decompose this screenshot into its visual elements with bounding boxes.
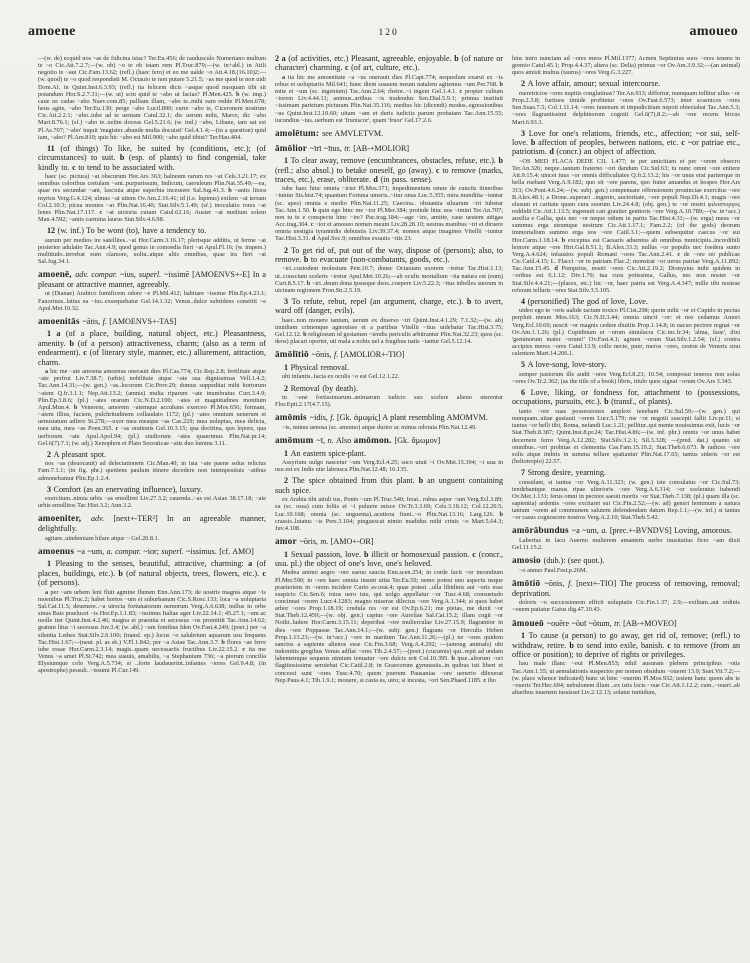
definition-paragraph: 2 The spice obtained from this plant. b an unguent containing such spice. xyxy=(275,476,503,495)
entry-headword-paragraph: āmoueō ~ouēre ~ōuī ~ōtum, tr. [AB-+MOVEO] xyxy=(512,617,677,628)
citation-paragraph: meretricios ~ores nuptiis conglutinas? Ter.An.913; differtur, numquam tollitur ullus ~or Prop.2.3.8; furtiuos timide profitetur ~ores Ov.Fast.6.573; inter scaenicos ~ores Sen.Suas.7.5; Col.1.11.14; ~ores iuuenum et impudicitiam nepoti obiectabat Tac.Ann.5.3; ~ores flagrantissimi delphinorum cogniti Gel.6(7).8.2;—ab ~ore recens hircus Mart.6.93.3. xyxy=(512,89,740,126)
citation-paragraph: Medea animo aegro ~ore saeuo saucia Enn.scen.254; in corde facit ~or incendium Pl.Mer.590; in ~ore haec omnia insunt uitia Ter.Eu.59; nemo potest uno aspectu neque praeteriens in ~orem incidere Curio av.orat.4; quae potest ..ulla libidinis aut ~oris esse suspicio Cic.Sen.6; totus uero iste, qui uolgo appellatur ~or Tusc.4.68; consuetudo concinnat ~orem Lucr.4.1283; magno miserae dilectus ~ore Verg.A.1.344; si quos habet arbor ~ores Prop.1.18.19; credula res ~or est Ov.Ep.6.21; me pietas, me duxit ~or Stat.Theb.12.459;—(w. obj. gen.) captus ~ore Aureliae Sal.Cat.15.2; illam cogit ~or Nothi..ludere Hor.Carm.3.15.11; deperibat ~ore mulierculae Liv.27.15.9; flagrantior in dies ~ore Poppaeae Tac.Ann.14.1;—(w. subj. gen.) flagrans ~or Herculis Heben Prop.1.13.23;—(w. in+acc.) ~ore in maritum Tac.Ann.11.26;—(pl.) ne ~ores quidem sanctos a sapiente alienos esse Cic.Fin.3.68; Verg.A.4.292; —(among animals) ubi indomitis gregibus Venus adflat ~ores Tib.2.4.57;—(poet.) (cucumis) qui..repit ad undam labentemque sequens nimium tenuatur ~ore dulcis erit Col.10.395. b ipse..aliorum ~ori flagitiosissime seruiebat Cic.Catil.2.8; in Graecorum gymnasiis..in quibus isti liberi et concessi sunt ~ores Tusc.4.70; quem puerum Pausanias ~ore uenerio dilexerat Nep.Paus.4.1; Tib.1.9.1; mouere, si casta es, uiro; si incesta, ~ori Sen.Phaed.1185. c ibo xyxy=(275,569,504,684)
citation-paragraph: hinc intro nunciam ad ~ores meos Pl.Mil.1377; Acmen Septimius suos ~ores tenens in gremio Catul.45.1; Prop.4.4.37; altera (sc. Delia) primus ~or Ov.Am.3.9.32;—(an animal) quos amisit inultus (taurus) ~ores Verg.G.3.227. xyxy=(512,55,740,77)
definition-paragraph: 4 (personified) The god of love, Love. xyxy=(521,296,648,306)
citation-paragraph: semper pastorum ille audit ~ores Verg.Ecl.8.23; 10.54; composui teneros non solus ~ores Ov.Tr.2.362; (as the title of a book) libris, titulo quos signat ~orum Ov.Ars 3.343. xyxy=(512,370,740,385)
citation-paragraph: hau male illanc ~oui Pl.Men.853; nihil ausuram plebem principibus ~otis Tac.Ann.1.55; ut aemulationis suspectos per nomen obsidum ~oueret 13.9; Suet.Vit.7.2;—(w. place whence indicated) hunc ut hinc ~ouerim Pl.Mos.932; testem hanc quom abs te ~oueris Ter.Hec.694; nebulonem illum ..ex istis locis ~oue Cic.Att.1.12.2; cum..~oueri..ab altaribus iuuenem iussisset Liv.2.12.13; solatur tumidum, xyxy=(512,660,740,697)
citation-paragraph: aurum per medios ire satellites..~at Hor.Carm.3.16.17; plerisque additis, ut ferme ~at posterior adulatio Tac.Ann.4.9; quod genus in comoedia fieri ~at Apul.Fl.16; (w. impers.) multitudo..terrebat eum clamore, uoltu..atque aliis omnibus, quae ira fieri ~at Sal.Jug.34.1. xyxy=(38,236,266,266)
citation-paragraph: ~iri..custodem molestum Petr.10.7; donec Octauiam uxorem ~iretur Tac.Hist.1.13; ut..conscium sceleris ~iretur Apul.Met.10.26;—ab oculis mortalium ~ita natura est (eum) Curt.8.5.17. b ~iri..deum dona ipsosque deos..coepere Liv.5.22.3; ~itus inbelles suorum in uicinam regionem Fron.Str.2.5.19. xyxy=(275,265,503,294)
entry-headword-paragraph: āmōtiō ~ōnis, f. [next+-TIO] The process of removing, removal; deprivation. xyxy=(512,578,741,598)
definition-paragraph: 2 a (of activities, etc.) Pleasant, agreeable, enjoyable. b (of nature or character) charming. c (of art, culture, etc.). xyxy=(275,54,504,73)
definition-paragraph: 1 An eastern spice-plant. xyxy=(284,448,366,458)
definition-paragraph: 12 (w. inf.) To be wont (to), have a tendency to. xyxy=(47,226,207,236)
running-header xyxy=(0,0,750,40)
citation-paragraph: in ~one fortissimarum..animarum iudicio suo scelere alieno uterentur Flor.Epit.2.17(4.7.15). xyxy=(275,394,503,409)
entry-headword-paragraph: amōrābundus ~a ~um, a. [prec.+-BVNDVS] Loving, amorous. xyxy=(512,525,732,536)
definition-paragraph: 1 Physical removal. xyxy=(284,363,350,373)
entry-headword-paragraph: amōmum ~ī, n. Also amōmon. [Gk. ἄμωμον] xyxy=(275,435,441,446)
citation-paragraph: —(w. de) ecquid nos ~as de fidicina istac? Ter.Eu.456; de raudusculo Numeriano multum te ~o Cic.Att.7.2.7;—(w. ob) ~o te ob istam rem Pl.Truc.879;—(w. in+abl.) in Atili negotio te ~aui Cic.Fam.13.62; (refl.) (haec fero) et eo me ualde ~o Att.4.18.(16.10)2;—(w. quod) te ~o quod respondisti M. Octauio te non putare 5.21.5; ~as me quod te non uidi Dom.Af. in Quint.Inst.6.3.93; (refl.) ita felicem dicis ~asque quod nusquam tibi sit potandum Hor.S.2.7.31;—(w. ut) scin quid te ~abo ut facias? Pl.Men.425. b (w. imp.) caue ne cadas ~abo Naev.com.85; palliam illam, ~abo te..mihi eam redde Pl.Men.678; heus agite, ~abo Ter.Eu.130; perge ~abo Lucil.890; curre ~abo te, Ciceronem nostrum Cic.Att.2.2.1; ~abo..iube ad te ueniam Catul.32.1; dic uerum mihi, Marce, dic ~abo Mart.8.76.1; (sf.) ~abo te..uelim doceas Gel.5.21.6; (w. ind.) ~abo, Libane, iam sat est Pl.As.707; '~abo' inquit 'magister..abunde multa docuisti' Gel.4.1.4;—(in a question) quid iam, ~abo? Pl.Am.810; quis hic ~abo est Mil.900; ~abo quid tibist? Ter.Hau.404. xyxy=(38,55,266,141)
citation-paragraph: ~o annuo Paul.Fest.p.26M. xyxy=(519,566,588,574)
entry-headword-paragraph: āmōlior ~īrī ~ītus, tr. [AB-+MOLIOR] xyxy=(275,142,410,153)
definition-paragraph: 1 Pleasing to the senses, beautiful, attractive, charming: a (of places, buildings, etc.). b (of natural objects, trees, flowers, etc.). c (of persons). xyxy=(38,559,267,588)
citation-paragraph: exercitum..nimia urbis ~as emolliret Liv.27.3.2; cauenda..~as est Asiae 38.17.18; ~ate urbis emollitos Tac.Hist.3.2; Ann.3.2. xyxy=(38,495,266,510)
column-3 xyxy=(512,54,740,697)
column-1 xyxy=(38,54,266,697)
definition-paragraph: 3 Love for one's relations, friends, etc., affection; ~or sui, self-love. b affection of peoples, between nations, etc. c ~or patriae etc., patriotism. d (concr.) an object of affection. xyxy=(512,128,740,157)
definition-paragraph: 2 A pleasant spot. xyxy=(47,449,107,459)
entry-headword-paragraph: amōmis ~idis, f. [Gk. ἀμωμίς] A plant resembling AMOMVM. xyxy=(275,412,488,423)
definition-paragraph: 6 Love, liking, or fondness for, attachment to (possessions, occupations, pursuits, etc.). b (transf., of plants). xyxy=(512,388,740,407)
entry-headword-paragraph: amoeniter, adv. [next+-TER²] In an agreeable manner, delightfully. xyxy=(38,513,266,533)
text-columns xyxy=(0,40,750,697)
citation-paragraph: a ita hic me amoenitate ~a ~us onerauit dies Pl.Capt.774; nequedum exarui ex ~is rebus et uoluptariis Mil.641; hunc diem suauem meum natalem agitemus ~um Per.768. b mite et ~um (sc. ingenium) Tac.Ann.2.64; rhetor..~i ingeni Gel.1.4.1. c propter cultum ~iorem Liv.4.44.11; animus..artibus ~is tradendus Sen.Dial.5.9.1; primus instituit ~issimam parietum picturam Plin.Nat.35.116; medius hic (dicendi) modus..egressionibus ~us Quint.Inst.12.10.60; uitam ~am et duris iudiciis parum probatam Tac.Ann.15.55; iucundius ~ius..uerbum est 'fruniscor', quam 'fruor' Gel.17.2.6. xyxy=(275,73,503,124)
definition-paragraph: 1 Sexual passion, love. b illicit or homosexual passion. c (concr., usu. pl.) the object of one's love, one's beloved. xyxy=(275,549,503,568)
definition-paragraph: 3 Comfort (as an enervating influence), luxury. xyxy=(47,484,203,494)
citation-paragraph: ~is, minus uenosa (sc. amomo) atque durior ac minus odorata Plin.Nat.12.49. xyxy=(282,423,477,431)
page-number: 120 xyxy=(378,28,399,38)
definition-paragraph: 1 To clear away, remove (encumbrances, obstacles, refuse, etc.). b (refl.; also absol.) to betake oneself, go (away). c to remove (marks, traces, etc.), erase, obliterate. d (in pass. sense). xyxy=(275,156,503,184)
entry-headword-paragraph: amolētum: see AMVLETVM. xyxy=(275,127,384,138)
entry-headword-paragraph: amoenus ~a ~um, a. compar. ~ior; superl. ~issimus. [cf. AMO] xyxy=(38,545,254,556)
citation-paragraph: Laberius in lacu Auerno mulierem amantem uerbo inusitatius ficto ~am dixit Gel.11.15.2. xyxy=(512,537,740,552)
citation-paragraph: iube haec hinc omnia ~irier Pl.Mos.371; impedimentum omne de cunctis itineribus ~iuntur Sis.hist.74; quantum Fortuna umeris..~itur onus Luc.5.355; mira munditia ~iuntur (sc. apes) omnia e medio Plin.Nat.11.25; Caecina.. obstantia siluarum ~iri iubetur Tac.Ann.1.50. b quin ego hinc me ~ior Pl.Mer.384; proinde hinc uos ~imini Ter.An.707; non tu te e conspectu hinc ~ire? Pac.trag.184;—age ~ire, amitte, caue uestem attigas Acc.trag.304. c ~ior et amoueo nomen meum Liv.28.28.10; uestras manibus ~iri et diruere omnia uestigia tyrannidis debuistis Liv.39.37.4; nomen atque imagines Vitellii ~iuntur Tac.Hist.3.31. d Apul.Soc.9; omnibus exuuiis ~itis 23. xyxy=(275,185,503,243)
citation-paragraph: ex Arabia tibi attuli tus, Ponto ~um Pl.Truc.540; ferat.. rubus asper ~um Verg.Ecl.3.89; ea (sc. ossa) cum foliis et ~i puluere misce Ov.Tr.3.3.69; Cels.3.18.12; Col.12.20.5; Luc.10.168; omnia (sc. unguenta)..acutiora fiunt..~o Plin.Nat.13.16; Larg.126. b crassis..lutatus ~is Pers.3.104; pinguescat nimio madidus mihi crinis ~o Mart.5.64.3; Juv.4.108. xyxy=(275,496,503,532)
column-2 xyxy=(275,54,503,697)
citation-paragraph: considant, si tantus ~or Verg.A.11.323; (w. gen.) iste consulatus ~or Cic.Sul.73; tendebantque manus ripae ulterioris ~ore Verg.A.6.314; ~or sceleratus habendi Ov.Met.1.131; ferus omni in pectore saeuit mortis ~or Stat.Theb.7.138; (pl.) quam illa (sc. sapientia) ardentis ~ores excitaret sui Cic.Fin.2.52;—(w. ad) generi hominum a natura tantum ~orem ad communem salutem defendendam datum Rep.1.1;—(w. inf.) si tantus ~or casus cognoscere nostros Verg.A.2.10; Stat.Theb.5.42. xyxy=(512,478,740,522)
entry-headword-paragraph: amoenē, adv. compar. ~ius, superl. ~issimē [AMOENVS+-E] In a pleasant or attractive manner, agreeably. xyxy=(38,269,267,289)
citation-paragraph: a hic me ~ate amoena amoenus onerauit dies Pl.Cas.774; Cic.Rep.2.8; fertilitate atque ~ate perfrui Liv.7.38.7; (urbis) nobilitate atque ~ate sua dignissimas Vell.1.4.2; Tac.Ann.14.31;—(w. gen.) ~as..locorum Cic.Prov.29; domus suppeditat mihi hortorum ~atem Q.fr.3.1.1; Nep.Att.13.2; (amnis) multa riparum ~ate inumbratus Curt.3.4.9; Plin.Ep.3.8.6; (pl.) ~ates orarum Cic.N.D.2.100; ~ates et magnitudines montium Apul.Mun.4. b Venerem, amorem ~atemque accubans exerceo Pl.Mos.656; formam, ~atem illius, faciem, pulchritudinem collaudato 1172; (pl.) ~ates omnium uenerum et uenustatum adfero St.278;—uxor mea meaque ~as Cas.229; mea uoluptas, mea delicia, mea uita, mea ~as Poen.365. c ~as orationis Gel.10.3.15; qua doctrina, quo lepore, qua uerborum ~ate Apul.Apol.94; (pl.) studiorum ~ates quaerimus Plin.Nat.pr.14; Gel.6(7).7.1; (w. adj.) Xenophon et Plato Socraticae ~atis duo lumina 3.11. xyxy=(38,368,267,447)
definition-paragraph: 2 Removal (by death). xyxy=(284,383,358,393)
definition-paragraph: 11 (of things) To like, be suited by (conditions, etc.); (of circumstances) to suit. b (esp. of plants) to find congenial, take kindly to. c to tend to be associated with. xyxy=(38,143,267,172)
definition-paragraph: 2 To get rid of, put out of the way, dispose of (persons); also, to remove. b to evacuate (non-combatants, goods, etc.). xyxy=(275,245,504,264)
running-head-right: amoueo xyxy=(689,24,738,39)
definition-paragraph: 5 A love-song, love-story. xyxy=(521,360,607,370)
citation-paragraph: Assyrium uulgo nascetur ~um Verg.Ecl.4.25; suco uiuit ~i Ov.Met.15.394; ~i uua in usu est ex Indis uite labrusca Plin.Nat.12.48; 16.135. xyxy=(275,459,503,474)
definition-paragraph: 1 To cause (a person) to go away, get rid of, remove; (refl.) to withdraw, retire. b to send into exile, banish. c to remove (from an office or position); to deprive of rights or privileges. xyxy=(512,631,741,660)
entry-headword-paragraph: amosio (dub.): (see quot.). xyxy=(512,555,605,566)
citation-paragraph: doloris ~o successionem efficit uoluptatis Cic.Fin.1.37; 2.9;—exilium..aut ordinis ~onem patiatur Gaius dig.47.10.43. xyxy=(512,599,740,614)
citation-paragraph: ut (Dianae) Arabico fumificem odore ~e Pl.Mil.412; habitare ~issime Plin.Ep.4.23.1; Fauorinus..latius ea ~ius..exsequebatur Gel.14.1.32; Venus..dulce subridens constitit ~e Apul.Met.10.32. xyxy=(38,290,266,312)
citation-paragraph: tanto ~ore suas possessiones amplexi tenebant Cic.Sul.59;—(w. gen.) qui numquam..uitae gustauit ~orem Lucr.5.179; me ~or negotii suscepti fallit Liv.pr.11; si tantus ~or belli tibi, Roma, nefandi Luc.1.21; pellitur..qui mente nouissimus exit, lucis ~or Stat.Theb.8.387; Quint.Inst.8.pr.24; Tac.Hist.4.86;—(w. inf. phr.) omnis ~or unus habet decernere ferro Verg.A.12.282; Stat.Silv.3.2.1; Sil.3.328; —(pred. dat.) quanto sit omnibus..~ori probitas et clementia Cas.Fam.15.19.2; Stat.Theb.6.673. b radices ~ore solis atque imbris in summa tellure spatiantur Plin.Nat.17.65; tantus sideris ~or est (heliotropio) 22.57. xyxy=(512,407,741,465)
citation-paragraph: agitare..uindemiam hilare atque ~ Gel.20.8.1. xyxy=(45,534,160,542)
entry-headword-paragraph: amor ~ōris, m. [AMO+-OR] xyxy=(275,535,374,546)
citation-paragraph: a per ~am urbem leni fluit agmine flumen Enn.Ann.173; de uostris magnis atque ~is moenibus Pl.Truc.2; habet hortos ~um et suburbanum Cic.S.Rosc.133; loca ~a uoluptaria Sal.Cat.11.5; deuenere..~a uirecta fortunatorum nemorum Verg.A.6.638; nullus in orbe sinus Bais praelucet ~is Hor.Ep.1.1.83; ~issimus Italiae ager Liv.22.14.1; 45.27.1; ~um ac molle iter Quint.Inst.4.2.46; magna ei praemia et secessus ~os promittit Tac.Ann.14.62; gratum litus ~i secessus Juv.3.4; (w. abl.) ~am fontibus Iden Ov.Fast.4.249; (poet.) per ~a silentia Lethes Stat.Silv.2.6.100; (transf. ep.) locus ~o salubrium aquarum usu frequens Tac.Hist.1.67;—(neut. pl. as sb.) V.Fl.1.842; per ~a Asiae Tac.Ann.3.7. b flores ~ae ferre iube rosae Hor.Carm.2.3.14; magis..quam necessariis fructibus Liv.22.15.2. c ita me Venus ~a amet Pl.St.742; mea suauis, amabilis, ~a Stephanium 736; ~a piorum concilia Elysiumque colo Verg.A.5.734; si ..forte laudauerint..infantes ~iores Gel.9.4.8; (in apostrophe) pessuli..~issumi Pl.Cur.149. xyxy=(38,588,267,675)
definition-paragraph: 7 Strong desire, yearning. xyxy=(521,468,606,478)
citation-paragraph: haec..non mouere tantum, uerum ex diuerso ~iri Quint.Inst.4.1.29; 7.1.32;—(w. ab) inuidiam crimenque agnouisse et a partibus Vitellii ~itus uidebatur Tac.Hist.3.75; Gel.12.12. b religiosum id gestamen ~iendis periculis arbitrantur Plin.Nat.32.23; quos (sc. deos) placari oportet, uti mala a nobis uel a frugibus natis ~iantur Gel.5.12.14. xyxy=(275,316,504,346)
running-head-left: amoene xyxy=(28,24,76,39)
entry-headword-paragraph: āmōlītiō ~ōnis, f. [AMOLIOR+-TIO] xyxy=(275,349,405,360)
citation-paragraph: ~OS MED FLACA DEDE CIL 1.477; te per amicitiam et per ~orem obsecro Ter.An.326; neque..tantum fraterno ~ori dandum Cic.Sul.63; tu nunc omni ~ore enitere Att.9.15.4; uincet tuus ~or omnis difficultates Q.fr.2.13.2; his ~or unus erat pariterque in bella ruebant Verg.A.9.182; quo sit ~ore parens, quo frater amandus et hospes Hor.Ars 313; Ov.Pont.4.6.24;—(w. subj. gen.) compensare offensionem prouinciae exercitus ~ore B.Alex.48.1; a Dione..superari ..ingenio, auctoritate, ~ore populi Nep.Di.4.1; magis ~ore elusum et caritate quam cura suorum Liv.24.4.8; (obj. gen.) te ~or nostri φιλοστοργος reddidit Cic.Att.1.13.5; ingemuit cari grauiter genitoris ~ore Verg.A.10.789;—(w. in+acc.) auxilia e Gallia, quis nec ~or neque odium in partis Tac.Hist.4.31;—(w. erga) meus ~or summus erga utrumque uestrum Cic.Att.1.17.1; Fam.2.2; (of the gods) deorum immortalium summo erga uos ~ore Catil.3.1;—quem subsequitur caecus ~or sui Hor.Carm.1.18.14. b exceptus est Caesaris aduentus ab omnibus municipiis..incredibili honore atque ~ore Hirt.Gal.8.51.1; B.Alex.33.3; nullus ~or populis nec foedera sunto Verg.A.4.624; infaustos populi Romani ~ores Tac.Ann.2.41. c de ~ore rei publicae Cic.Catil.4.15; L. Flacci ~or in patriam Flac.2; monstrat ~or uerus patriae Verg.A.11.892; Tac.Ann.15.45. d Pompeius, nostri ~ores Cic.Att.2.19.2; Dionysius mihi quidem in ~oribus est 6.1.12; Div.1.79; tua cura potissima, Gallus, nec non noster ~or Stat.Silv.4.4.21;—(places, etc.) hic ~or, haec patria est Verg.A.4.347; mille tibi nostrae referam telluris ~ores Stat.Silv.3.5.105. xyxy=(512,157,741,294)
definition-paragraph: 1 a (of a place, building, natural object, etc.) Pleasantness, amenity. b (of a person) attractiveness, charm; (also as a term of endearment). c (of literary style, manner, etc.) allurement, attraction, charm. xyxy=(38,329,267,367)
definition-paragraph: 3 To refute, rebut, repel (an argument, charge, etc.). b to avert, ward off (danger, evils). xyxy=(275,297,503,316)
definition-paragraph: 2 A love affair, amour; sexual intercourse. xyxy=(521,79,661,89)
citation-paragraph: uideo ego te ~oris ualide tactum toxico Pl.Cist.298; quom mihi ~or et Cupido in pectus perpluit meum Mos.163; Cic.N.D.3.44; omnia uincit ~or: et nos cedamus Amori Verg.Ecl.10.69; nescit ~or magnis cedere diuitiis Prop.1.14.8; in uacuo pectore regnat ~or Ov.Am.1.1.26; (pl.) Cupidinum et ~orum simulacra Cic.inc.fr.34; 'alma, faue', dixi 'geminorum mater ~orum!' Ov.Fast.4.1; agmen ~orum Stat.Silv.1.2.54; (sf.) contra accipies meros ~ores Catul.13.9; collo necte, puer, meros ~ores, ceston de Veneris sinu calentem Mart.14.206.1. xyxy=(512,307,740,358)
citation-paragraph: nos ~as (deuocauit) ad delectationem Cic.Man.40; in ista ~ate paene solus relictus Fam.7.1.1; (in fig. phr.) quotiens paulum itinere decedere non intempestiuis ~atibus admonebamur Plin.Ep.1.2.4. xyxy=(38,460,266,482)
citation-paragraph: ubi infantis..facta ex oculis ~o est Gel.12.1.22. xyxy=(282,373,400,381)
citation-paragraph: haec (sc. pictura) ~at obscurum Hor.Ars 363; balneum rarum res ~at Cels.3.21.17; ex omnibus coloribus cretulam ~ant..purpurissum, Indicum, caeruleum Plin.Nat.35.49;—ea, quae res secundae ~ant, lasciuia atque superbia incessere Sal.Jug.41.3. b ~antis litora myrtos Verg.G.4.124; ulmus ~at uitem Ov.Am.2.16.41; id (i.e. lupinus) exilem ~at terram Col.2.10.3; picea montes ~at Plin.Nat.16.40; Stat.Silv.5.1.49; (sf.) inoculatio rores ~at lenes Plin.Nat.17.117. c ~at uictoria curam Catul.62.16; Auster ~at medium solem Man.4.592; ~antis carmina laurus Stat.Silv.4.6.98. xyxy=(38,173,267,224)
entry-headword-paragraph: amoenitās ~ātis, f. [AMOENVS+-TAS] xyxy=(38,315,177,326)
